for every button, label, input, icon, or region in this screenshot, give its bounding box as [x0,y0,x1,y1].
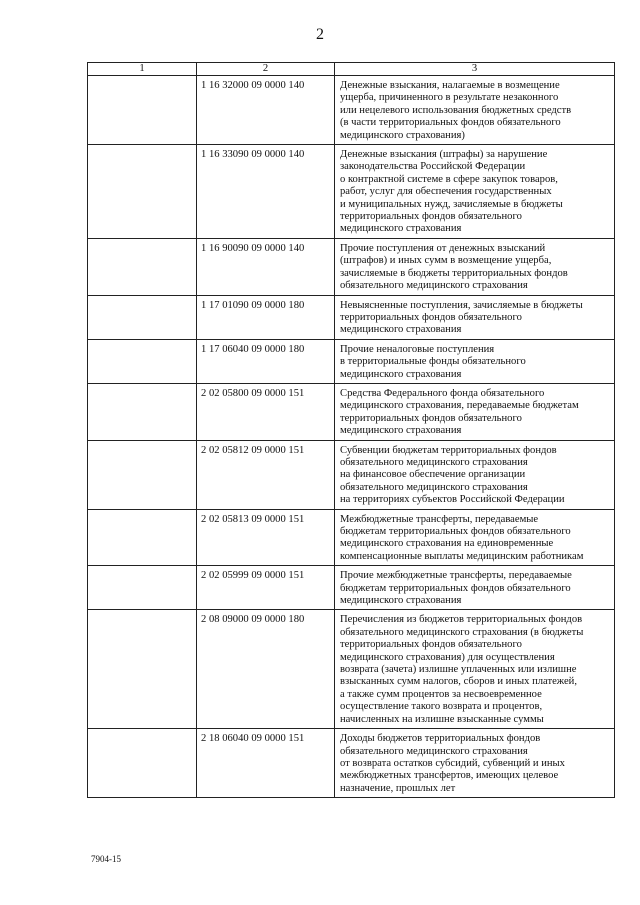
revenue-description-cell [335,145,615,239]
revenue-description-cell [335,295,615,339]
revenue-description-cell [335,339,615,383]
empty-cell [88,76,197,145]
revenue-description-cell [335,76,615,145]
description-line: медицинского страхования на единовременные [340,538,554,550]
description-line: медицинского страхования) [340,129,465,141]
description-line: и муниципальных нужд, зачисляемые в бюджеты [340,198,563,210]
description-line: Денежные взыскания (штрафы) за нарушение [340,149,548,161]
description-line: обязательного медицинского страхования (в бюджеты [340,626,584,638]
description-line: Средства Федерального фонда обязательного [340,387,545,399]
document-footer-code: 7904-15 [91,854,121,864]
description-line: медицинского страхования) для осуществления [340,651,555,663]
description-line: медицинского страхования [340,324,462,336]
column-header-1: 1 [88,63,197,76]
empty-cell [88,339,197,383]
revenue-code-cell: 2 02 05812 09 0000 151 [197,440,335,509]
description-line: или нецелевого использования бюджетных средств [340,104,572,116]
table-row [88,295,615,339]
description-line: медицинского страхования [340,425,462,437]
description-line: обязательного медицинского страхования [340,280,528,292]
description-line: обязательного медицинского страхования [340,745,528,757]
revenue-code-cell: 1 16 32000 09 0000 140 [197,76,335,145]
description-line: Межбюджетные трансферты, передаваемые [340,513,539,525]
description-line: территориальных фондов обязательного [340,412,522,424]
table-row [88,729,615,798]
column-header-2: 2 [197,63,335,76]
description-line: медицинского страхования, передаваемые бюджетам [340,400,579,412]
revenue-description-cell [335,509,615,566]
description-line: возврата (зачета) излишне уплаченных или излишне [340,664,577,676]
table-header-row [88,63,615,76]
description-line: зачисляемые в бюджеты территориальных фондов [340,267,568,279]
description-line: ущерба, причиненного в результате незаконного [340,92,559,104]
revenue-code-cell: 1 17 06040 09 0000 180 [197,339,335,383]
description-line: а также сумм процентов за несвоевременное [340,688,542,700]
revenue-description-cell [335,729,615,798]
table-row [88,383,615,440]
description-line: межбюджетных трансфертов, имеющих целевое [340,770,559,782]
description-line: компенсационные выплаты медицинским работникам [340,550,584,562]
empty-cell [88,440,197,509]
table-row [88,509,615,566]
empty-cell [88,238,197,295]
empty-cell [88,145,197,239]
revenue-code-cell: 2 08 09000 09 0000 180 [197,610,335,729]
description-line: взысканных сумм налогов, сборов и иных платежей, [340,676,577,688]
revenue-code-cell: 1 16 33090 09 0000 140 [197,145,335,239]
table-row [88,238,615,295]
page-number: 2 [316,26,324,43]
description-line: Денежные взыскания, налагаемые в возмещение [340,80,560,91]
empty-cell [88,729,197,798]
empty-cell [88,295,197,339]
description-line: Прочие поступления от денежных взысканий [340,242,546,254]
description-line: Прочие неналоговые поступления [340,343,495,355]
table-row [88,339,615,383]
revenue-description-cell [335,610,615,729]
description-line: осуществление такого возврата и процентов, [340,701,543,713]
description-line: бюджетам территориальных фондов обязательного [340,526,571,537]
description-line: обязательного медицинского страхования [340,456,528,468]
empty-cell [88,566,197,610]
description-line: бюджетам территориальных фондов обязательного [340,582,571,594]
description-line: Перечисления из бюджетов территориальных фондов [340,614,583,626]
empty-cell [88,610,197,729]
description-line: Доходы бюджетов территориальных фондов [340,733,541,745]
description-line: в территориальные фонды обязательного [340,356,526,368]
revenue-code-cell: 2 18 06040 09 0000 151 [197,729,335,798]
description-line: медицинского страхования [340,223,462,235]
description-line: медицинского страхования [340,595,462,607]
table-row [88,76,615,145]
revenue-description-cell [335,238,615,295]
description-line: на финансовое обеспечение организации [340,469,526,481]
revenue-code-cell: 2 02 05813 09 0000 151 [197,509,335,566]
revenue-description-cell [335,440,615,509]
description-line: Невыясненные поступления, зачисляемые в бюджеты [340,299,583,311]
description-line: на территориях субъектов Российской Федерации [340,494,565,506]
description-line: Субвенции бюджетам территориальных фондов [340,444,557,456]
table-row [88,145,615,239]
description-line: работ, услуг для обеспечения государственных [340,186,552,198]
description-line: (в части территориальных фондов обязательного [340,117,561,129]
table-row [88,566,615,610]
revenue-code-cell: 2 02 05800 09 0000 151 [197,383,335,440]
description-line: территориальных фондов обязательного [340,211,522,223]
description-line: медицинского страхования [340,368,462,380]
revenue-codes-table [87,62,615,798]
column-header-3: 3 [335,63,615,76]
description-line: назначение, прошлых лет [340,782,456,794]
description-line: Прочие межбюджетные трансферты, передаваемые [340,570,572,582]
description-line: территориальных фондов обязательного [340,311,522,323]
empty-cell [88,509,197,566]
description-line: о контрактной системе в сфере закупок товаров, [340,173,558,185]
description-line: законодательства Российской Федерации [340,161,526,173]
revenue-code-cell: 1 17 01090 09 0000 180 [197,295,335,339]
table-row [88,610,615,729]
empty-cell [88,383,197,440]
revenue-description-cell [335,383,615,440]
revenue-code-cell: 1 16 90090 09 0000 140 [197,238,335,295]
table-row [88,440,615,509]
description-line: территориальных фондов обязательного [340,639,522,651]
description-line: от возврата остатков субсидий, субвенций и иных [340,757,565,769]
table-body [88,76,615,798]
description-line: (штрафов) и иных сумм в возмещение ущерба, [340,255,552,267]
revenue-description-cell [335,566,615,610]
revenue-code-cell: 2 02 05999 09 0000 151 [197,566,335,610]
description-line: начисленных на излишне взысканные суммы [340,713,544,725]
description-line: обязательного медицинского страхования [340,481,528,493]
